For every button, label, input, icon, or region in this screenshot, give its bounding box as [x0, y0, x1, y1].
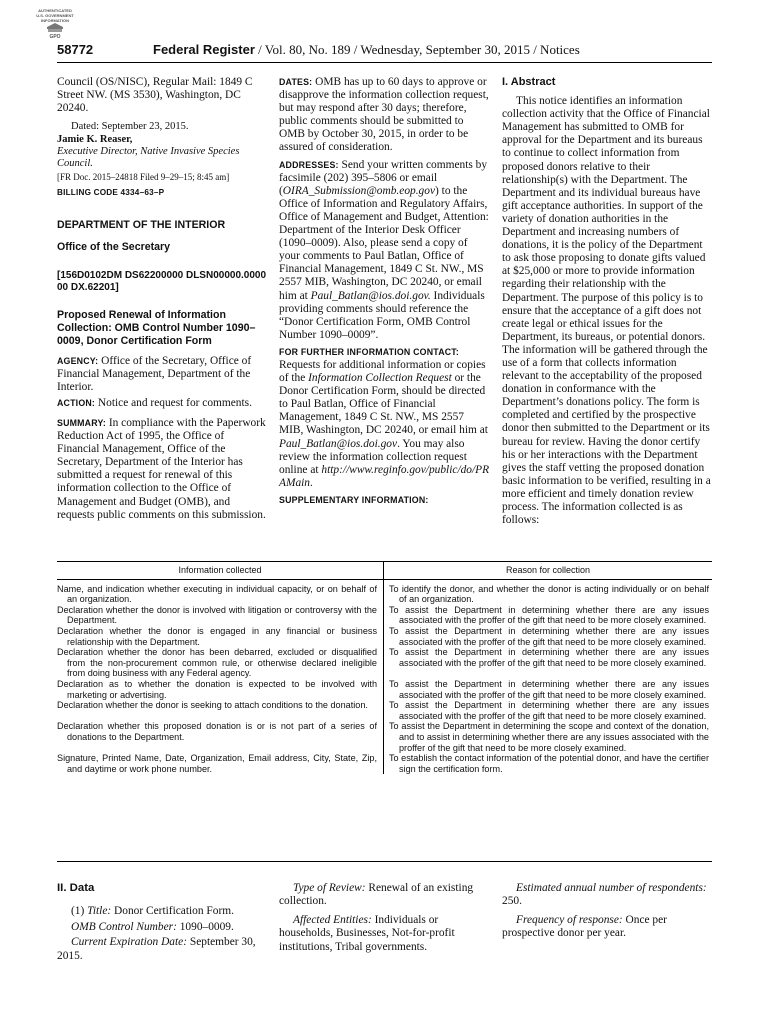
notice-title: Proposed Renewal of Information Collection: OMB Control Number 1090–0009, Donor Certification Form — [57, 308, 256, 347]
data-heading: II. Data — [57, 882, 95, 894]
affected-entities-value: Individuals or households, Businesses, Not-for-profit institutions, Tribal governments. — [279, 913, 455, 953]
signer-name: Jamie K. Reaser, — [57, 134, 133, 146]
dates-paragraph — [279, 76, 491, 155]
omb-number-label: OMB Control Number: — [71, 920, 177, 933]
column-1 — [57, 76, 269, 522]
respondents-label: Estimated annual number of respondents: — [516, 882, 707, 894]
info-cell-text: Name, and indication whether executing in individual capacity, or on behalf of an organization. — [57, 583, 377, 605]
title-item-number: (1) — [71, 905, 88, 918]
review-type-value: Renewal of an existing collection. — [279, 882, 474, 908]
info-cell-text: Declaration whether the donor is involved with litigation or controversy with the Department. — [57, 604, 377, 626]
summary-text: In compliance with the Paperwork Reduction Act of 1995, the Office of Financial Management, Office of the Secretary, Department of the Interior has submitted a request for renewal of this information collection to the Office of Management and Budget (OMB), and requests public comments on this submission. — [57, 416, 266, 521]
table-row — [57, 579, 712, 605]
addresses-paragraph — [279, 159, 491, 342]
info-cell-text: Declaration whether the donor is engaged in any financial or business relationship with the Department. — [57, 625, 377, 647]
review-type-item — [279, 882, 491, 909]
fr-doc-line: [FR Doc. 2015–24818 Filed 9–29–15; 8:45 am] — [57, 172, 230, 183]
info-cell-text: Declaration as to whether the donation is expected to be involved with marketing or advertising. — [57, 678, 377, 700]
action-paragraph — [57, 397, 269, 410]
table-header-info: Information collected — [57, 562, 384, 580]
table-row — [57, 700, 712, 721]
info-cell-text: Declaration whether the donor has been debarred, excluded or disqualified from the non-procurement common rule, or otherwise declared ineligible from doing business with any Federal agency. — [57, 647, 377, 679]
office-heading: Office of the Secretary — [57, 241, 171, 254]
table-bottom-rule — [57, 861, 712, 862]
logo-line-3: INFORMATION — [41, 18, 69, 23]
docket-number: [156D0102DM DS62200000 DLSN00000.000000 DX.62201] — [57, 269, 267, 294]
information-table — [57, 561, 712, 774]
respondents-value: 250. — [502, 895, 522, 908]
supplementary-paragraph — [279, 494, 491, 507]
info-cell — [57, 647, 384, 679]
affected-entities-label: Affected Entities: — [293, 913, 372, 926]
contact-label: FOR FURTHER INFORMATION CONTACT: — [279, 346, 460, 357]
respondents-item — [502, 882, 712, 909]
action-label: ACTION: — [57, 397, 96, 408]
info-cell — [57, 605, 384, 626]
title-item — [57, 905, 269, 918]
table-row — [57, 721, 712, 753]
department-heading: DEPARTMENT OF THE INTERIOR — [57, 219, 226, 232]
info-cell — [57, 721, 384, 753]
title-value: Donor Certification Form. — [111, 905, 234, 918]
reason-cell-text: To establish the contact information of the potential donor, and have the certifier sign the certification form. — [389, 753, 709, 774]
contact-email-link[interactable]: Paul_Batlan@ios.doi.gov — [279, 437, 398, 450]
reason-cell-text: To assist the Department in determining whether there are any issues associated with the proffer of the gift that need to be more closely examined. — [389, 678, 709, 700]
abstract-text: This notice identifies an information collection activity that the Office of Financial Management has submitted to OMB for approval for the Department and its bureaus to continue to collect information from proposed donors relative to their relationship(s) with the Department. The Department and its individual bureaus have gift acceptance authorities. In support of the variety of donation authorities in the Department and increasing numbers of donations, it is the policy of the Department to ask those proposing to donate gifts valued at $25,000 or more to provide information regarding their relationship with the Department. The purpose of this policy is to ensure that the acceptance of a gift does not create legal or ethical issues for the Department, its bureaus, or potential donors. The information will be gathered through the use of a form that collects information relevant to the acceptability of the proposed donation in conformance with the Department’s donations policy. The form is completed and certified by the prospective donor then submitted to the Department or its bureau for review. Having the donor certify his or her interactions with the Department gives the staff vetting the proposed donation basic information to be verified, resulting in a more efficient and timely donation review process. The information collected is as follows: — [502, 95, 711, 527]
contact-text-1: Requests for additional information or copies of the — [279, 358, 486, 385]
info-cell-text: Declaration whether the donor is seeking to attach conditions to the donation. — [57, 700, 368, 711]
reason-cell-text: To assist the Department in determining whether there are any issues associated with the proffer of the gift that need to be more closely examined. — [389, 604, 709, 626]
dates-label: DATES: — [279, 77, 313, 87]
contact-text-2: or the Donor Certification Form, should be directed to Paul Batlan, Office of Financial Management, 1849 C St. NW., MS 2557 MIB, Washington, DC 20240, or email him at — [279, 372, 488, 437]
reason-cell — [384, 579, 713, 605]
info-cell-text: Declaration whether this proposed donation is or is not part of a series of donations to the Department. — [57, 721, 377, 742]
frequency-item — [502, 914, 712, 941]
logo-line-2: U.S. GOVERNMENT — [36, 13, 74, 18]
affected-entities-item — [279, 914, 491, 954]
bottom-column-1 — [57, 882, 269, 963]
icr-italic: Information Collection Request — [308, 372, 452, 385]
reason-cell — [384, 700, 713, 721]
info-cell-text: Signature, Printed Name, Date, Organization, Email address, City, State, Zip, and daytime or work phone number. — [57, 753, 377, 774]
expiration-label: Current Expiration Date: — [71, 936, 188, 949]
header-rule — [57, 62, 712, 63]
info-cell — [57, 753, 384, 774]
frequency-label: Frequency of response: — [516, 913, 623, 926]
publication-name: Federal Register — [153, 42, 255, 57]
supplementary-label: SUPPLEMENTARY INFORMATION: — [279, 494, 429, 505]
issue-details: / Vol. 80, No. 189 / Wednesday, September 30, 2015 / Notices — [254, 42, 580, 57]
bottom-column-3 — [502, 882, 712, 941]
reason-cell-text: To assist the Department in determining whether there are any issues associated with the proffer of the gift that need to be more closely examined. — [389, 700, 709, 721]
info-cell — [57, 579, 384, 605]
title-label: Title: — [87, 905, 112, 918]
info-cell — [57, 626, 384, 647]
summary-paragraph — [57, 417, 269, 522]
dates-text: OMB has up to 60 days to approve or disapprove the information collection request, but may respond after 30 days; therefore, public comments should be submitted to OMB by October 30, 2015, in order to be assured of consideration. — [279, 76, 489, 154]
abstract-heading: I. Abstract — [502, 76, 556, 88]
addresses-text-1: Send your written comments by facsimile (202) 395–5806 or email ( — [279, 158, 488, 197]
summary-label: SUMMARY: — [57, 417, 106, 428]
logo-line-1: AUTHENTICATED — [38, 8, 72, 13]
addresses-text-2: ) to the Office of Information and Regulatory Affairs, Office of Management and Budget, Attention: Department of the Interior Desk Officer (1090–0009). Also, please send a copy of your comments to Paul Batlan, Office of Financial Management, 1849 C St. NW., MS 2557 MIB, Washington, DC 20240, or email him at — [279, 184, 489, 302]
reason-cell-text: To identify the donor, and whether the donor is acting individually or on behalf of an organization. — [389, 583, 709, 605]
running-header — [153, 42, 580, 58]
contact-text-4: . — [310, 476, 313, 489]
dated-line: Dated: September 23, 2015. — [71, 121, 189, 133]
reason-cell — [384, 647, 713, 679]
contact-text-3: . You may also review the information collection request online at — [279, 437, 467, 476]
review-type-label: Type of Review: — [293, 882, 366, 894]
omb-number-value: 1090–0009. — [176, 920, 234, 933]
table-row — [57, 753, 712, 774]
addresses-label: ADDRESSES: — [279, 159, 339, 170]
column-3 — [502, 76, 712, 527]
table-row — [57, 679, 712, 700]
table-header-reason: Reason for collection — [384, 562, 713, 580]
reason-cell — [384, 721, 713, 753]
table-row — [57, 605, 712, 626]
bottom-column-2 — [279, 882, 491, 954]
address-text: Council (OS/NISC), Regular Mail: 1849 C Street NW. (MS 3530), Washington, DC 20240. — [57, 76, 253, 115]
batlan-email-link[interactable]: Paul_Batlan@ios.doi.gov. — [310, 289, 431, 302]
agency-paragraph — [57, 355, 269, 394]
reason-cell-text: To assist the Department in determining the scope and context of the donation, and to assist in determining whether there are any issues associated with the proffer of the gift that need to be more closely examined. — [389, 721, 709, 753]
reason-cell — [384, 626, 713, 647]
table-row — [57, 647, 712, 679]
table-row — [57, 626, 712, 647]
billing-code: BILLING CODE 4334–63–P — [57, 188, 165, 198]
signer-title: Executive Director, Native Invasive Species Council. — [57, 146, 240, 170]
reason-cell — [384, 679, 713, 700]
logo-line-4: GPO — [49, 34, 61, 40]
reason-cell — [384, 605, 713, 626]
info-cell — [57, 679, 384, 700]
action-text: Notice and request for comments. — [95, 396, 252, 409]
expiration-item — [57, 936, 269, 963]
contact-paragraph — [279, 346, 491, 490]
column-2 — [279, 76, 491, 507]
addresses-text-3: Individuals providing comments should reference the “Donor Certification Form, OMB Control Number 1090–0009”. — [279, 289, 485, 341]
frequency-value: Once per prospective donor per year. — [502, 913, 667, 940]
reason-cell-text: To assist the Department in determining whether there are any issues associated with the proffer of the gift that need to be more closely examined. — [389, 647, 709, 668]
expiration-value: September 30, 2015. — [57, 936, 256, 962]
agency-text: Office of the Secretary, Office of Financial Management, Department of the Interior. — [57, 354, 252, 393]
agency-label: AGENCY: — [57, 355, 99, 366]
omb-number-item — [57, 921, 269, 934]
table-header-row — [57, 562, 712, 580]
page-number: 58772 — [57, 42, 94, 57]
info-cell — [57, 700, 384, 721]
reason-cell — [384, 753, 713, 774]
gpo-authenticated-logo — [30, 6, 80, 40]
omb-email-link[interactable]: OIRA_Submission@omb.eop.gov — [282, 184, 436, 197]
reason-cell-text: To assist the Department in determining whether there are any issues associated with the proffer of the gift that need to be more closely examined. — [389, 625, 709, 647]
reginfo-url-link[interactable]: http://www.reginfo.gov/public/do/PRAMain — [279, 463, 490, 489]
